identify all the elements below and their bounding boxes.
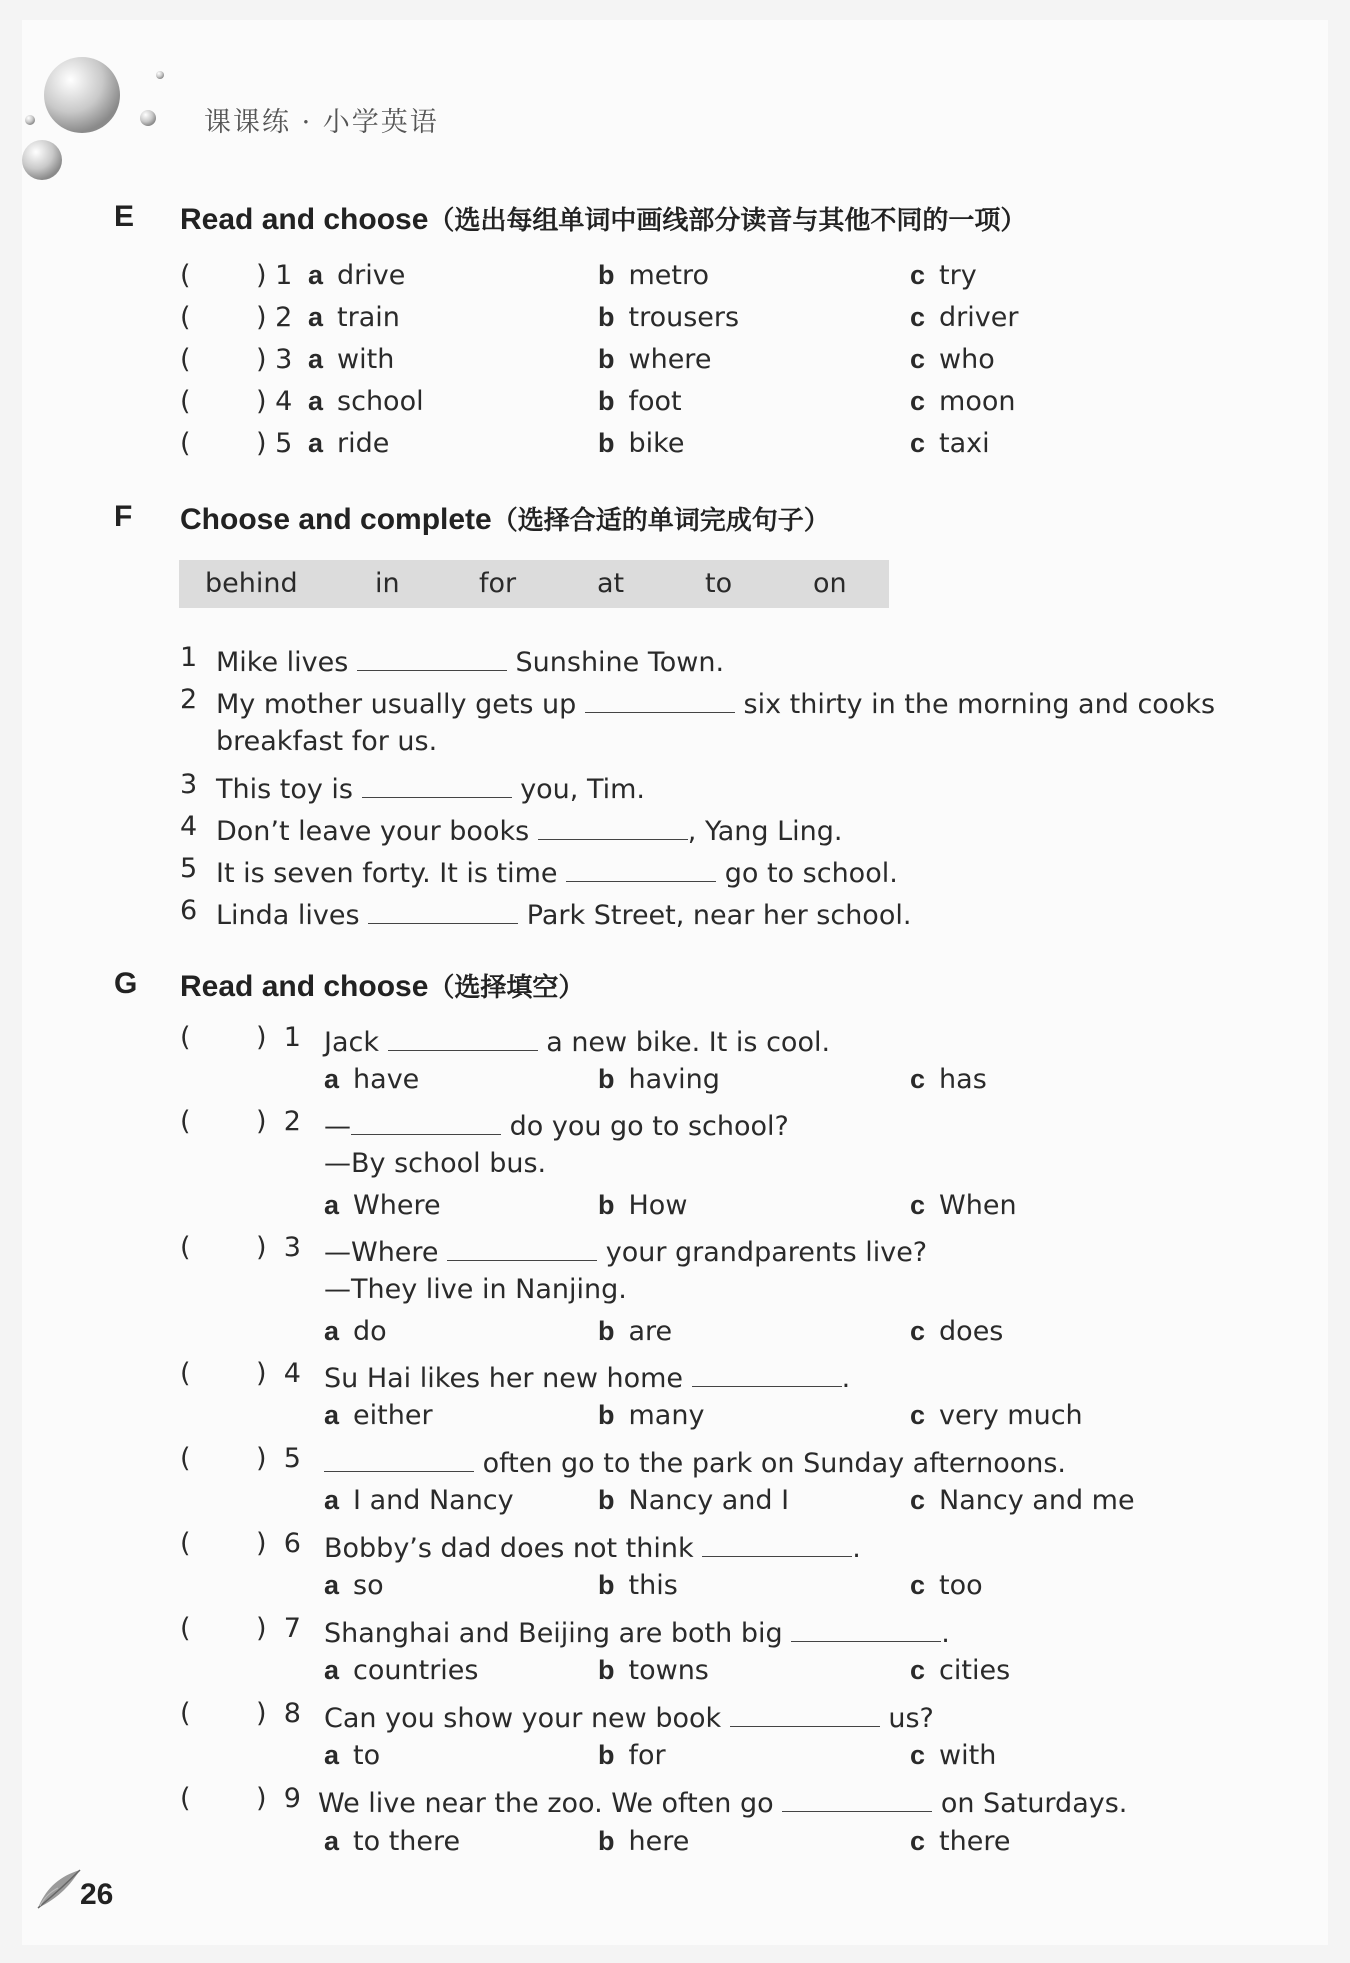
question-number: ) 9 bbox=[256, 1783, 301, 1814]
option-b[interactable]: b trousers bbox=[598, 302, 740, 333]
question-number: ) 2 bbox=[256, 1106, 301, 1137]
option-b[interactable]: b for bbox=[598, 1740, 666, 1771]
answer-blank[interactable] bbox=[357, 642, 507, 671]
answer-blank[interactable] bbox=[730, 1698, 880, 1727]
sentence-continuation: breakfast for us. bbox=[216, 726, 438, 757]
word-bank-item: in bbox=[375, 568, 400, 599]
answer-blank[interactable] bbox=[702, 1528, 852, 1557]
answer-blank[interactable] bbox=[368, 895, 518, 924]
question-number: ) 6 bbox=[256, 1528, 301, 1559]
answer-paren[interactable]: ( bbox=[180, 386, 191, 417]
answer-blank[interactable] bbox=[324, 1443, 474, 1472]
section-e-note: （选出每组单词中画线部分读音与其他不同的一项） bbox=[428, 206, 1027, 236]
sentence: Mike lives Sunshine Town. bbox=[216, 642, 724, 678]
option-b[interactable]: b where bbox=[598, 344, 712, 375]
sentence-number: 6 bbox=[180, 895, 198, 926]
option-c[interactable]: c cities bbox=[910, 1655, 1011, 1686]
option-a[interactable]: a either bbox=[324, 1400, 433, 1431]
answer-paren[interactable]: ( bbox=[180, 1358, 191, 1389]
answer-paren[interactable]: ( bbox=[180, 302, 191, 333]
question-stem: — do you go to school? bbox=[324, 1106, 789, 1142]
sentence-number: 3 bbox=[180, 769, 198, 800]
word-bank-item: for bbox=[479, 568, 517, 599]
answer-paren[interactable]: ( bbox=[180, 1443, 191, 1474]
option-c[interactable]: c who bbox=[910, 344, 995, 375]
answer-blank[interactable] bbox=[782, 1783, 932, 1812]
option-b[interactable]: b having bbox=[598, 1064, 720, 1095]
answer-blank[interactable] bbox=[692, 1358, 842, 1387]
option-c[interactable]: c does bbox=[910, 1316, 1004, 1347]
option-c[interactable]: c moon bbox=[910, 386, 1016, 417]
option-a[interactable]: a school bbox=[308, 386, 424, 417]
sentence: Don’t leave your books , Yang Ling. bbox=[216, 811, 842, 847]
sentence: This toy is you, Tim. bbox=[216, 769, 645, 805]
option-b[interactable]: b here bbox=[598, 1826, 690, 1857]
list-item: ) 4 bbox=[256, 386, 293, 417]
list-item: ) 1 bbox=[256, 260, 293, 291]
sentence: My mother usually gets up six thirty in the morning and cooks bbox=[216, 684, 1215, 720]
option-c[interactable]: c Nancy and me bbox=[910, 1485, 1135, 1516]
question-stem: Shanghai and Beijing are both big . bbox=[324, 1613, 950, 1649]
answer-paren[interactable]: ( bbox=[180, 1106, 191, 1137]
section-f-heading bbox=[180, 500, 830, 537]
answer-blank[interactable] bbox=[447, 1232, 597, 1261]
list-item: ) 5 bbox=[256, 428, 293, 459]
option-a[interactable]: a do bbox=[324, 1316, 387, 1347]
question-number: ) 4 bbox=[256, 1358, 301, 1389]
answer-paren[interactable]: ( bbox=[180, 1613, 191, 1644]
option-b[interactable]: b this bbox=[598, 1570, 678, 1601]
answer-blank[interactable] bbox=[791, 1613, 941, 1642]
question-stem: —Where your grandparents live? bbox=[324, 1232, 927, 1268]
sentence-number: 5 bbox=[180, 853, 198, 884]
header-title: 课课练 · 小学英语 bbox=[204, 107, 439, 138]
answer-paren[interactable]: ( bbox=[180, 1783, 191, 1814]
question-number: ) 5 bbox=[256, 1443, 301, 1474]
section-f-title: Choose and complete bbox=[180, 503, 492, 536]
sentence: It is seven forty. It is time go to school. bbox=[216, 853, 898, 889]
word-bank-item: to bbox=[705, 568, 733, 599]
word-bank bbox=[179, 560, 889, 608]
option-a[interactable]: a so bbox=[324, 1570, 384, 1601]
answer-paren[interactable]: ( bbox=[180, 1022, 191, 1053]
answer-blank[interactable] bbox=[388, 1022, 538, 1051]
list-item: ) 3 bbox=[256, 344, 293, 375]
sentence-number: 1 bbox=[180, 642, 198, 673]
answer-paren[interactable]: ( bbox=[180, 1232, 191, 1263]
sentence-number: 2 bbox=[180, 684, 198, 715]
option-a[interactable]: a countries bbox=[324, 1655, 479, 1686]
answer-blank[interactable] bbox=[538, 811, 688, 840]
page-number: 26 bbox=[80, 1878, 114, 1911]
option-b[interactable]: b metro bbox=[598, 260, 710, 291]
option-b[interactable]: b bike bbox=[598, 428, 685, 459]
sentence: Linda lives Park Street, near her school. bbox=[216, 895, 911, 931]
question-stem-line2: —They live in Nanjing. bbox=[324, 1274, 627, 1305]
option-c[interactable]: c with bbox=[910, 1740, 997, 1771]
option-b[interactable]: b How bbox=[598, 1190, 688, 1221]
sentence-number: 4 bbox=[180, 811, 198, 842]
question-stem-line2: —By school bus. bbox=[324, 1148, 547, 1179]
word-bank-item: at bbox=[597, 568, 625, 599]
section-g-note: （选择填空） bbox=[428, 973, 585, 1003]
answer-paren[interactable]: ( bbox=[180, 1528, 191, 1559]
option-a[interactable]: a to there bbox=[324, 1826, 461, 1857]
question-number: ) 3 bbox=[256, 1232, 301, 1263]
leaf-icon bbox=[36, 1868, 82, 1910]
option-b[interactable]: b many bbox=[598, 1400, 705, 1431]
option-c[interactable]: c taxi bbox=[910, 428, 990, 459]
option-a[interactable]: a train bbox=[308, 302, 400, 333]
option-a[interactable]: a ride bbox=[308, 428, 390, 459]
option-b[interactable]: b foot bbox=[598, 386, 682, 417]
answer-paren[interactable]: ( bbox=[180, 344, 191, 375]
question-stem: We live near the zoo. We often go on Saturdays. bbox=[318, 1783, 1127, 1819]
option-c[interactable]: c too bbox=[910, 1570, 983, 1601]
list-item: ) 2 bbox=[256, 302, 293, 333]
question-stem: Bobby’s dad does not think . bbox=[324, 1528, 861, 1564]
section-g-heading bbox=[180, 967, 584, 1004]
option-c[interactable]: c very much bbox=[910, 1400, 1083, 1431]
question-stem: Su Hai likes her new home . bbox=[324, 1358, 850, 1394]
option-c[interactable]: c there bbox=[910, 1826, 1011, 1857]
answer-blank[interactable] bbox=[585, 684, 735, 713]
section-g-letter: G bbox=[114, 967, 138, 1000]
section-e-letter: E bbox=[114, 200, 135, 233]
question-stem: Jack a new bike. It is cool. bbox=[324, 1022, 830, 1058]
word-bank-item: on bbox=[813, 568, 847, 599]
option-a[interactable]: a I and Nancy bbox=[324, 1485, 514, 1516]
section-g-title: Read and choose bbox=[180, 970, 429, 1003]
answer-paren[interactable]: ( bbox=[180, 260, 191, 291]
bubble-decoration-icon bbox=[20, 40, 180, 180]
option-a[interactable]: a with bbox=[308, 344, 395, 375]
option-c[interactable]: c has bbox=[910, 1064, 987, 1095]
answer-paren[interactable]: ( bbox=[180, 1698, 191, 1729]
question-number: ) 1 bbox=[256, 1022, 301, 1053]
option-b[interactable]: b towns bbox=[598, 1655, 709, 1686]
answer-blank[interactable] bbox=[566, 853, 716, 882]
option-a[interactable]: a drive bbox=[308, 260, 406, 291]
option-a[interactable]: a Where bbox=[324, 1190, 441, 1221]
option-b[interactable]: b Nancy and I bbox=[598, 1485, 790, 1516]
question-number: ) 7 bbox=[256, 1613, 301, 1644]
option-c[interactable]: c try bbox=[910, 260, 977, 291]
answer-blank[interactable] bbox=[362, 769, 512, 798]
answer-blank[interactable] bbox=[351, 1106, 501, 1135]
question-number: ) 8 bbox=[256, 1698, 301, 1729]
option-a[interactable]: a have bbox=[324, 1064, 420, 1095]
word-bank-item: behind bbox=[205, 568, 298, 599]
section-f-letter: F bbox=[114, 500, 133, 533]
section-f-note: （选择合适的单词完成句子） bbox=[491, 506, 830, 536]
section-e-title: Read and choose bbox=[180, 203, 429, 236]
question-stem: often go to the park on Sunday afternoons. bbox=[324, 1443, 1066, 1479]
question-stem: Can you show your new book us? bbox=[324, 1698, 934, 1734]
answer-paren[interactable]: ( bbox=[180, 428, 191, 459]
option-b[interactable]: b are bbox=[598, 1316, 673, 1347]
option-c[interactable]: c driver bbox=[910, 302, 1019, 333]
section-e-heading bbox=[180, 200, 1026, 237]
option-c[interactable]: c When bbox=[910, 1190, 1017, 1221]
option-a[interactable]: a to bbox=[324, 1740, 381, 1771]
